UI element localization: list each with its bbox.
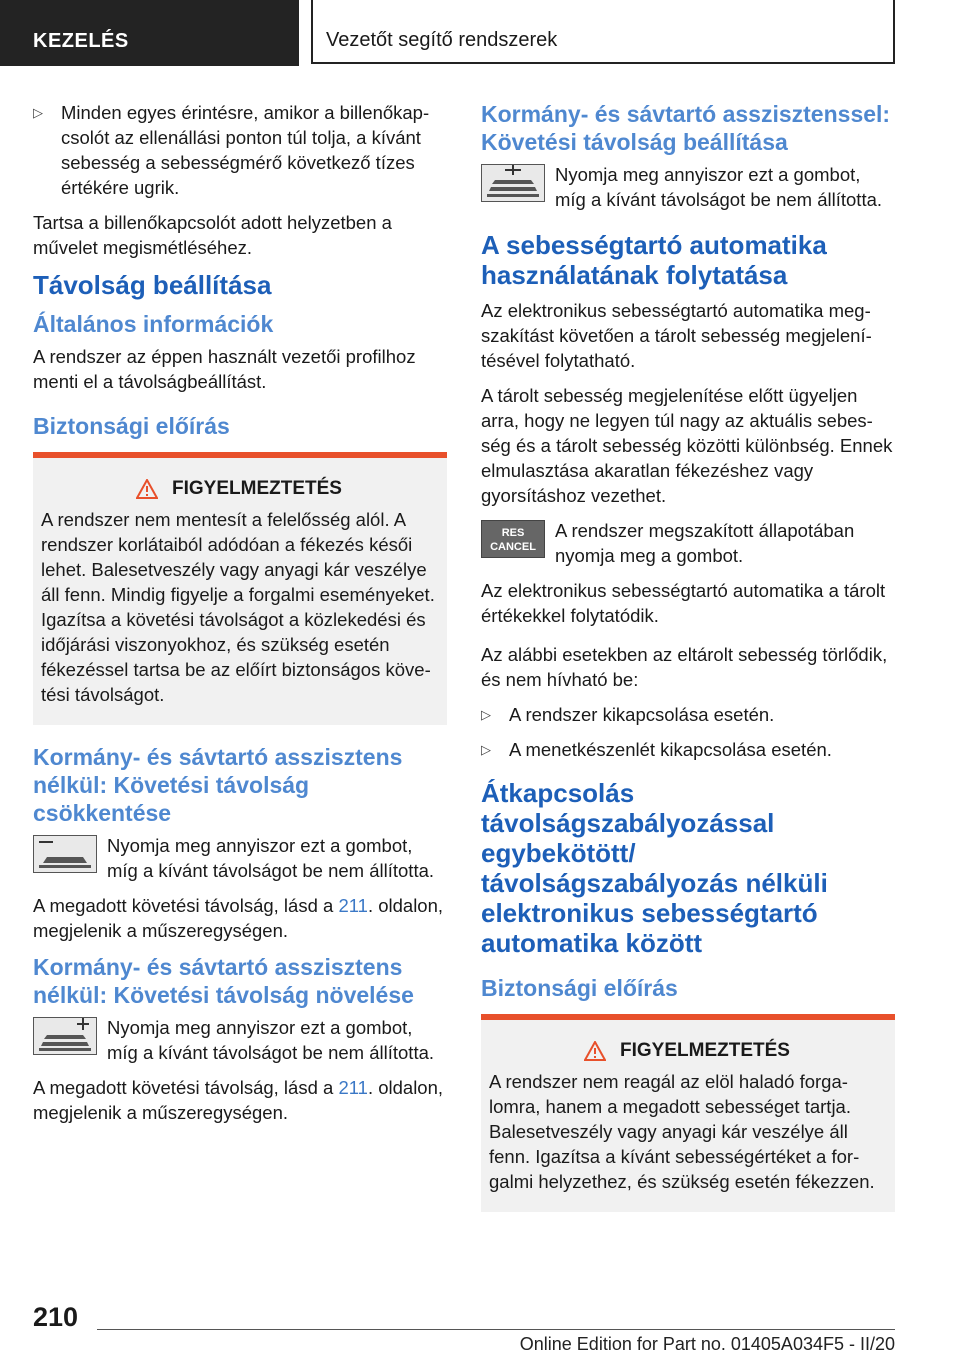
warning-triangle-icon — [136, 479, 158, 499]
warning-text: A rendszer nem reagál az elöl haladó forgalomra, hanem a megadott sebességet tartja. Balesetveszély vagy anyagi kár veszélye áll fenn. Igazítsa a kívánt sebességértéket a forgalmi helyzethez, és szükség esetén fékezzen. — [489, 1071, 875, 1192]
heading-safety: Biztonsági előírás — [481, 975, 678, 1001]
heading-general-info: Általános információk — [33, 311, 274, 337]
paragraph: A megadott követési távolság, lásd a 211. oldalon, megjelenik a műszeregységen. — [33, 895, 444, 941]
heading-decrease-distance: Kormány- és sávtartó asszisztens nélkül: Követési távolság csökkentése — [33, 744, 403, 826]
page-number: 210 — [33, 1302, 79, 1332]
warning-text: A rendszer nem mentesít a felelősség alól. A rendszer korlátaiból adódóan a fékezés késői lehet. Balesetveszély vagy anyagi kár veszélye áll fenn. Mindig figyelje a forgalmi eseményeket. Igazítsa a követési távolságot a közlekedési és időjárási viszonyokhoz, és szükség esetén fékezéssel tartsa be az előírt biztonságos követési távolságot. — [41, 509, 435, 705]
warning-title: FIGYELMEZTETÉS — [620, 1040, 790, 1061]
warning-title: FIGYELMEZTETÉS — [172, 478, 342, 499]
distance-decrease-button-icon — [33, 835, 97, 873]
paragraph: Az elektronikus sebességtartó automatika a tárolt értékekkel folytatódik. — [481, 580, 886, 626]
section-tab: KEZELÉS — [0, 0, 299, 66]
footer-divider — [97, 1329, 895, 1330]
footer-edition: Online Edition for Part no. 01405A034F5 - II/20 — [519, 1334, 895, 1354]
heading-continue-cruise: A sebességtartó automatika használatának folytatása — [481, 230, 827, 290]
left-column — [33, 100, 447, 1135]
right-column — [481, 100, 895, 1230]
heading-switch: Átkapcsolás távolságszabályozással egybekötött/ távolságszabályozás nélküli elektronikus sebességtartó automatika között — [481, 778, 828, 958]
instruction-row: Nyomja meg annyiszor ezt a gombot, míg a kívánt távolságot be nem állította. — [33, 1015, 447, 1065]
cancel-label: CANCEL — [490, 541, 536, 553]
distance-button-icon — [481, 164, 545, 202]
warning-triangle-icon — [584, 1041, 606, 1061]
page-link[interactable]: 211 — [338, 895, 368, 916]
chapter-title: Vezetőt segítő rendszerek — [311, 0, 895, 64]
page-header — [0, 0, 960, 66]
instruction-row: Nyomja meg annyiszor ezt a gombot, míg a kívánt távolságot be nem állította. — [481, 162, 895, 212]
warning-box — [481, 1014, 895, 1212]
heading-increase-distance: Kormány- és sávtartó asszisztens nélkül: Követési távolság növelése — [33, 954, 414, 1008]
instruction-row: RES CANCEL A rendszer megszakított állapotában nyomja meg a gombot. — [481, 518, 895, 568]
heading-with-assist: Kormány- és sávtartó asszisztenssel: Követési távolság beállítása — [481, 101, 891, 155]
list-item: ▷ A menetkészenlét kikapcsolása esetén. — [481, 739, 832, 760]
paragraph: A rendszer az éppen használt vezetői profilhoz menti el a távolságbeállítást. — [33, 346, 416, 392]
paragraph: Tartsa a billenőkapcsolót adott helyzetben a művelet megismétléséhez. — [33, 212, 392, 258]
res-label: RES — [501, 527, 525, 539]
triangle-bullet-icon: ▷ — [481, 707, 491, 722]
paragraph: Az elektronikus sebességtartó automatika megszakítást követően a tárolt sebesség megjelenítésével folytatható. — [481, 300, 872, 371]
triangle-bullet-icon: ▷ — [481, 742, 491, 757]
distance-increase-button-icon — [33, 1017, 97, 1055]
paragraph: Az alábbi esetekben az eltárolt sebesség törlődik, és nem hívható be: — [481, 644, 888, 690]
instruction-row: Nyomja meg annyiszor ezt a gombot, míg a kívánt távolságot be nem állította. — [33, 833, 447, 883]
paragraph: A megadott követési távolság, lásd a 211. oldalon, megjelenik a műszeregységen. — [33, 1077, 444, 1123]
triangle-bullet-icon: ▷ — [33, 105, 43, 120]
page-link[interactable]: 211 — [338, 1077, 368, 1098]
heading-distance: Távolság beállítása — [33, 270, 272, 300]
heading-safety: Biztonsági előírás — [33, 413, 230, 439]
paragraph: A tárolt sebesség megjelenítése előtt ügyeljen arra, hogy ne legyen túl nagy az aktuális sebesség és a tárolt sebesség közötti különbség. Ennek elmulasztása akaratlan fékezéshez vagy gyorsításhoz vezethet. — [481, 385, 893, 506]
res-cancel-button-icon — [481, 520, 545, 558]
list-item: ▷ A rendszer kikapcsolása esetén. — [481, 704, 775, 725]
warning-box — [33, 452, 447, 725]
list-item: ▷ Minden egyes érintésre, amikor a billenőkapcsolót az ellenállási ponton túl tolja, a kívánt sebesség a sebességmérő következő tízes értékére ugrik. — [33, 102, 430, 198]
